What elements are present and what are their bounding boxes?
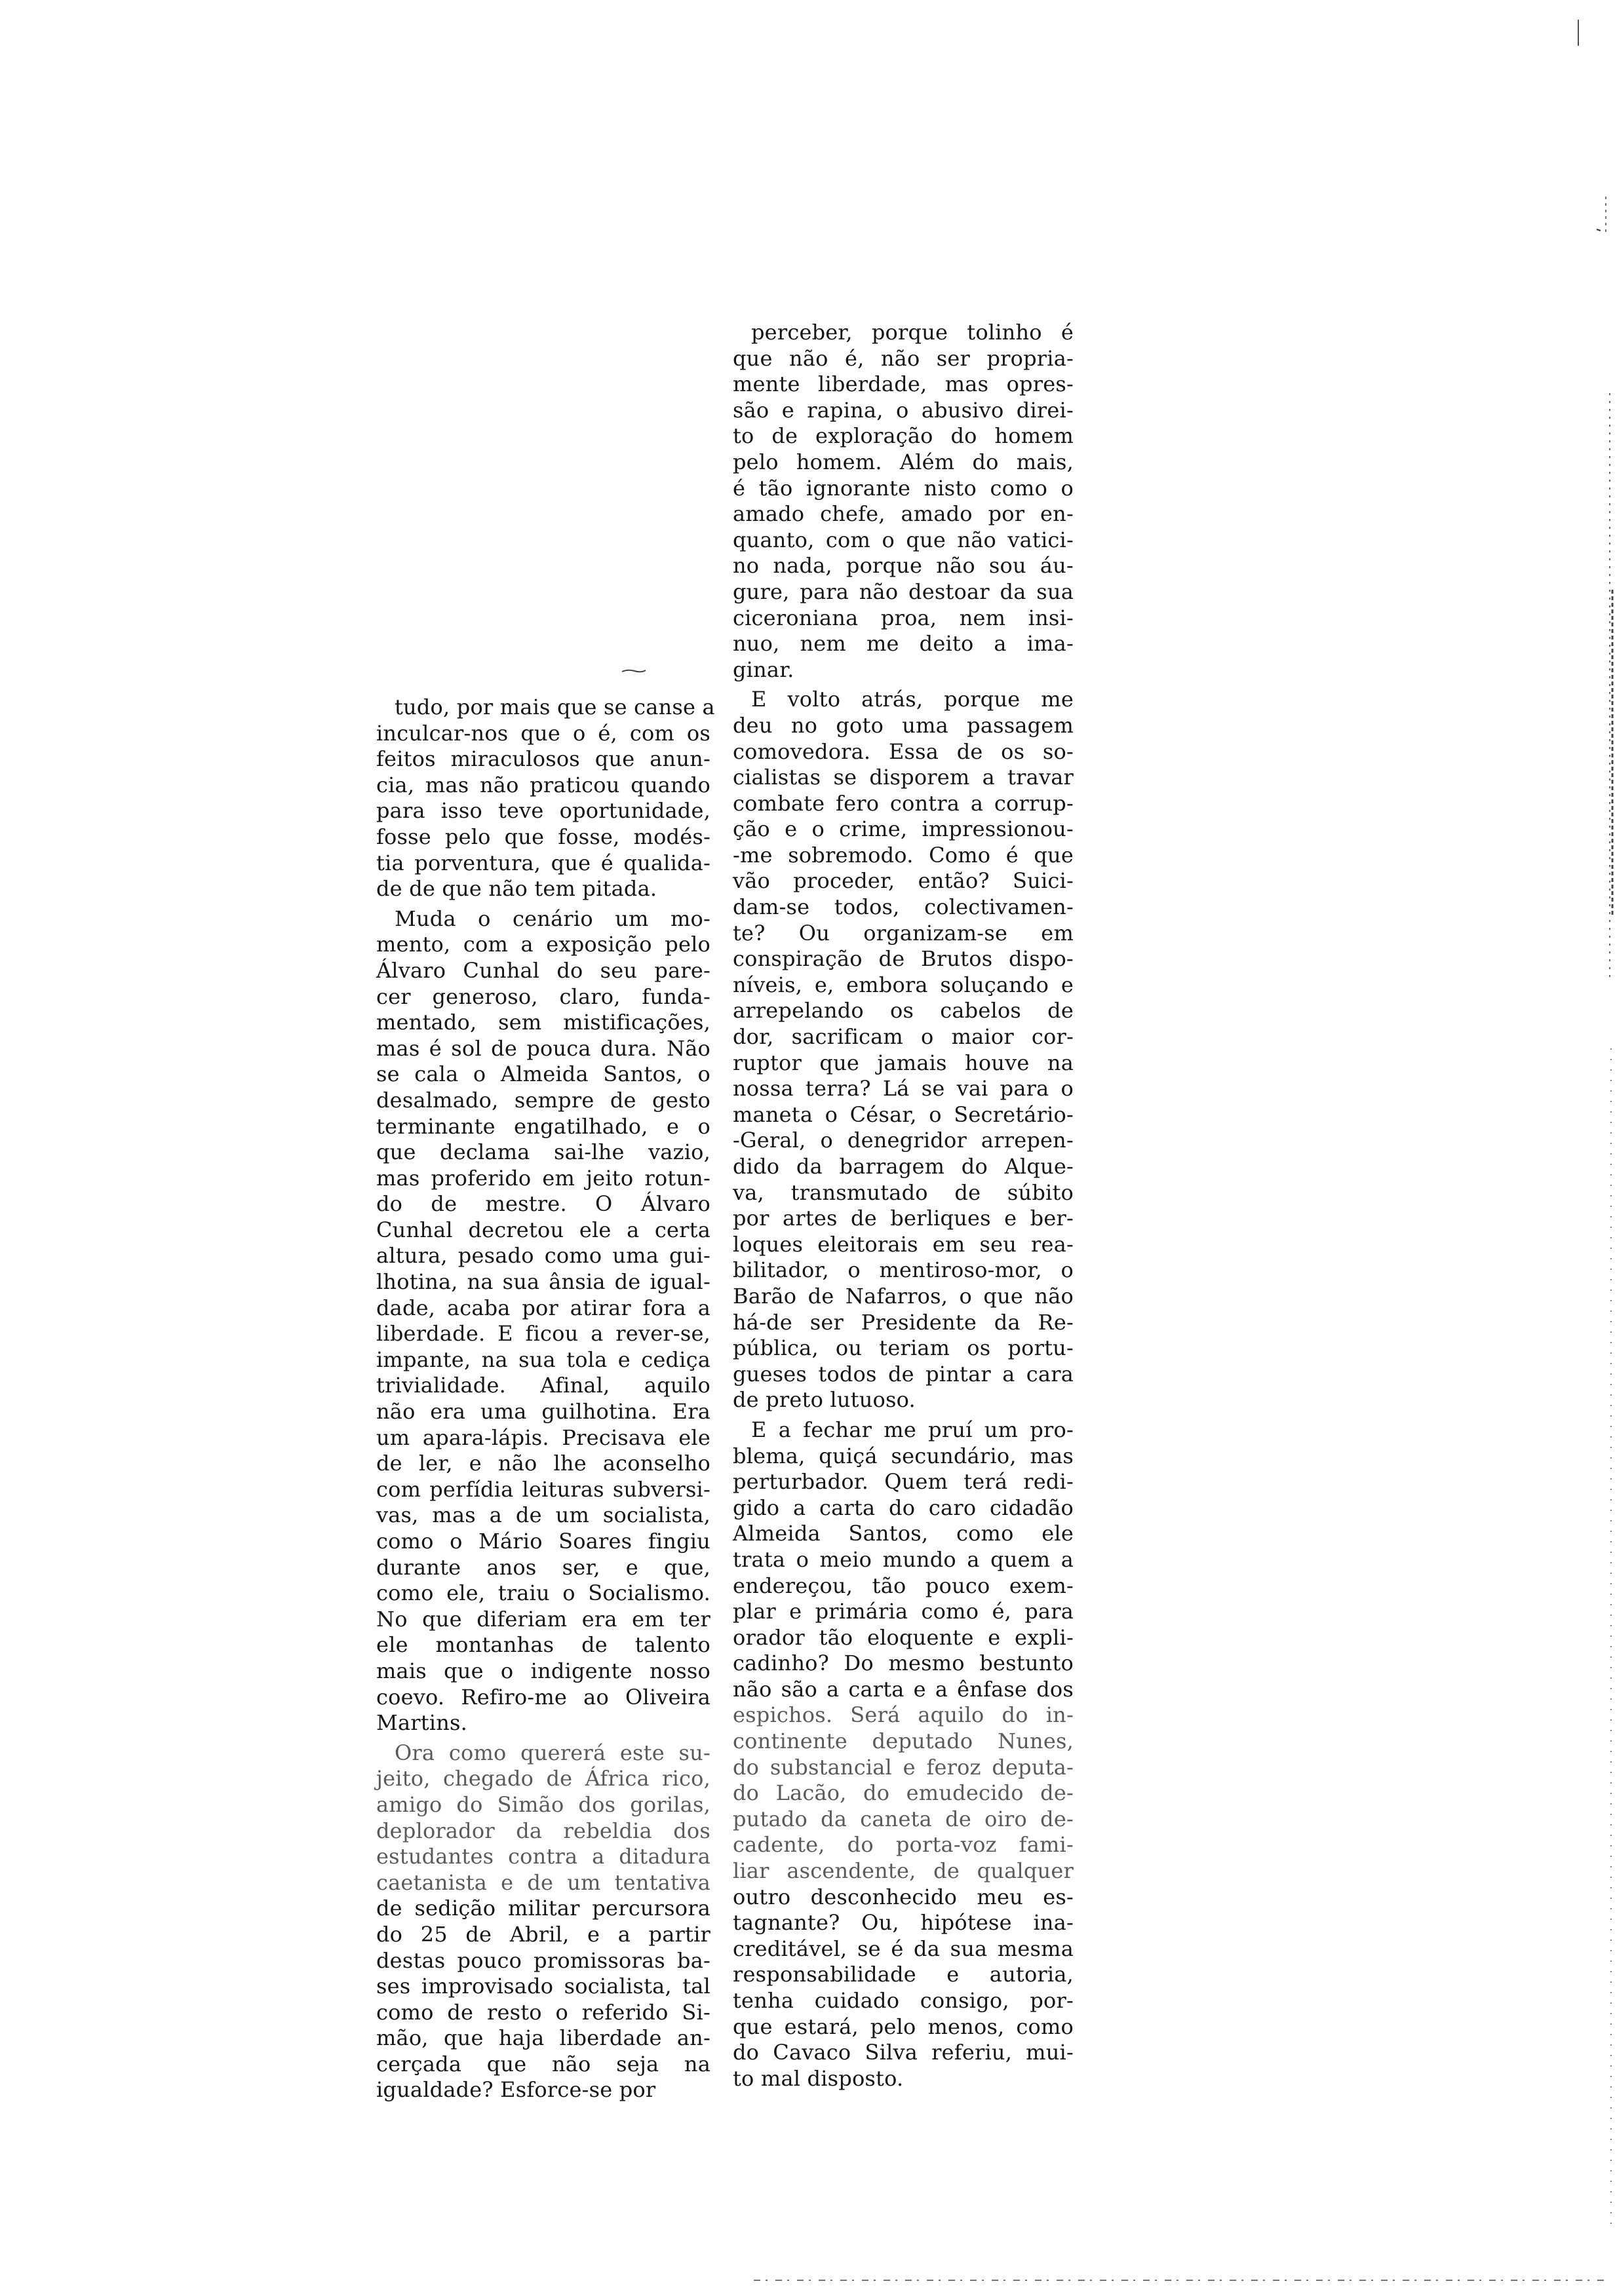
- text-line: jeito, chegado de África rico,: [376, 1766, 710, 1791]
- text-line: pública, ou teriam os portu-: [733, 1335, 1074, 1361]
- text-line: perturbador. Quem terá redi-: [733, 1469, 1074, 1495]
- article-paragraph: [733, 320, 1074, 683]
- text-line: tudo, por mais que se canse a: [395, 695, 715, 719]
- text-line: que declama sai-lhe vazio,: [376, 1139, 710, 1165]
- text-line: durante anos ser, e que,: [376, 1554, 710, 1580]
- text-line: creditável, se é da sua mesma: [733, 1936, 1074, 1961]
- text-line: vão proceder, então? Suici-: [733, 868, 1074, 894]
- text-line: como o Mário Soares fingiu: [376, 1529, 710, 1554]
- text-line: perceber, porque tolinho é: [751, 320, 1074, 345]
- article-paragraph: [376, 1740, 710, 2103]
- text-line: são e rapina, o abusivo direi-: [733, 397, 1074, 423]
- text-line: combate fero contra a corrup-: [733, 790, 1074, 816]
- text-line: cadinho? Do mesmo bestunto: [733, 1651, 1074, 1676]
- text-line: to mal disposto.: [733, 2065, 904, 2091]
- text-line: do Cavaco Silva referiu, mui-: [733, 2040, 1074, 2065]
- text-line: não são a carta e a ênfase dos: [733, 1676, 1074, 1702]
- text-line: por artes de berliques e ber-: [733, 1206, 1074, 1231]
- text-line: trata o meio mundo a quem a: [733, 1546, 1074, 1572]
- text-line: bilitador, o mentiroso-mor, o: [733, 1257, 1074, 1283]
- text-line: para isso teve oportunidade,: [376, 798, 710, 824]
- text-line: putado da caneta de oiro de-: [733, 1806, 1074, 1831]
- text-line: gueses todos de pintar a cara: [733, 1361, 1074, 1387]
- text-line: terminante engatilhado, e o: [376, 1113, 710, 1139]
- text-line: um apara-lápis. Precisava ele: [376, 1425, 710, 1450]
- text-line: lhotina, na sua ânsia de igual-: [376, 1269, 710, 1295]
- text-line: ciceroniana proa, nem insi-: [733, 605, 1074, 630]
- text-line: cadente, do porta-voz fami-: [733, 1832, 1074, 1858]
- text-line: gure, para não destoar da sua: [733, 579, 1074, 604]
- text-line: Cunhal decretou ele a certa: [376, 1217, 710, 1242]
- text-line: destas pouco promissoras ba-: [376, 1947, 710, 1973]
- text-line: -Geral, o denegridor arrepen-: [733, 1128, 1074, 1153]
- text-line: feitos miraculosos que anun-: [376, 746, 710, 772]
- text-line: fosse pelo que fosse, modés-: [376, 824, 710, 849]
- text-line: estudantes contra a ditadura: [376, 1844, 710, 1869]
- text-line: orador tão eloquente e expli-: [733, 1624, 1074, 1650]
- text-line: plar e primária como é, para: [733, 1599, 1074, 1624]
- text-line: dade, acaba por atirar fora a: [376, 1295, 710, 1320]
- text-line: do substancial e feroz deputa-: [733, 1754, 1074, 1780]
- text-line: liberdade. E ficou a rever-se,: [376, 1321, 710, 1347]
- text-line: mais que o indigente nosso: [376, 1658, 710, 1683]
- text-line: tia porventura, que é qualida-: [376, 850, 710, 875]
- text-line: cerçada que não seja na: [376, 2051, 710, 2076]
- text-line: deu no goto uma passagem: [733, 712, 1074, 738]
- text-line: se cala o Almeida Santos, o: [376, 1062, 710, 1087]
- text-line: Ora como quererá este su-: [395, 1740, 710, 1765]
- text-line: -me sobremodo. Como é que: [733, 842, 1074, 868]
- text-line: outro desconhecido meu es-: [733, 1884, 1074, 1909]
- text-line: E a fechar me pruí um pro-: [751, 1417, 1074, 1442]
- text-line: mas é sol de pouca dura. Não: [376, 1035, 710, 1061]
- text-line: Almeida Santos, como ele: [733, 1521, 1074, 1546]
- text-line: cer generoso, claro, funda-: [376, 984, 710, 1009]
- text-line: níveis, e, embora soluçando e: [733, 972, 1074, 997]
- text-line: de de que não tem pitada.: [376, 876, 657, 902]
- text-line: gido a carta do caro cidadão: [733, 1495, 1074, 1520]
- text-line: dam-se todos, colectivamen-: [733, 894, 1074, 920]
- text-line: não era uma guilhotina. Era: [376, 1399, 710, 1425]
- text-line: blema, quiçá secundário, mas: [733, 1443, 1074, 1468]
- text-line: do de mestre. O Álvaro: [376, 1191, 710, 1217]
- text-line: mente liberdade, mas opres-: [733, 372, 1074, 397]
- text-line: ginar.: [733, 657, 794, 682]
- text-line: cialistas se disporem a travar: [733, 765, 1074, 790]
- text-line: conspiração de Brutos dispo-: [733, 946, 1074, 972]
- text-line: tenha cuidado consigo, por-: [733, 1988, 1074, 2013]
- text-line: No que diferiam era em ter: [376, 1606, 710, 1632]
- scan-edge-noise: [1560, 0, 1615, 2296]
- text-line: como ele, traiu o Socialismo.: [376, 1580, 710, 1606]
- text-line: mão, que haja liberdade an-: [376, 2025, 710, 2051]
- text-line: responsabilidade e autoria,: [733, 1962, 1074, 1987]
- text-line: de ler, e não lhe aconselho: [376, 1451, 710, 1476]
- text-line: ção e o crime, impressionou-: [733, 816, 1074, 842]
- text-line: maneta o César, o Secretário-: [733, 1101, 1074, 1127]
- text-line: mento, com a exposição pelo: [376, 932, 710, 957]
- text-line: deplorador da rebeldia dos: [376, 1818, 710, 1843]
- text-line: de preto lutuoso.: [733, 1387, 916, 1413]
- text-line: do 25 de Abril, e a partir: [376, 1921, 710, 1947]
- text-line: Muda o cenário um mo-: [395, 906, 710, 931]
- text-line: impante, na sua tola e cediça: [376, 1347, 710, 1372]
- text-line: caetanista e de um tentativa: [376, 1869, 710, 1895]
- text-line: inculcar-nos que o é, com os: [376, 720, 710, 746]
- text-line: to de exploração do homem: [733, 423, 1074, 449]
- text-line: é tão ignorante nisto como o: [733, 475, 1074, 501]
- text-line: Martins.: [376, 1710, 468, 1736]
- text-line: amado chefe, amado por en-: [733, 501, 1074, 527]
- text-line: igualdade? Esforce-se por: [376, 2077, 656, 2103]
- text-line: que não é, não ser propria-: [733, 345, 1074, 371]
- text-line: ses improvisado socialista, tal: [376, 1974, 710, 1999]
- text-line: amigo do Simão dos gorilas,: [376, 1791, 710, 1817]
- text-line: va, transmutado de súbito: [733, 1179, 1074, 1205]
- text-line: te? Ou organizam-se em: [733, 920, 1074, 946]
- ink-mark: [621, 668, 646, 674]
- text-line: nuo, nem me deito a ima-: [733, 631, 1074, 657]
- text-line: liar ascendente, de qualquer: [733, 1858, 1074, 1884]
- text-line: no nada, porque não sou áu-: [733, 553, 1074, 579]
- text-line: vas, mas a de um socialista,: [376, 1502, 710, 1528]
- text-line: coevo. Refiro-me ao Oliveira: [376, 1684, 710, 1710]
- text-line: mentado, sem mistificações,: [376, 1010, 710, 1035]
- text-line: altura, pesado como uma gui-: [376, 1243, 710, 1269]
- text-line: trivialidade. Afinal, aquilo: [376, 1373, 710, 1398]
- text-line: dor, sacrificam o maior cor-: [733, 1024, 1074, 1050]
- text-line: cia, mas não praticou quando: [376, 772, 710, 797]
- text-line: há-de ser Presidente da Re-: [733, 1309, 1074, 1335]
- text-line: ele montanhas de talento: [376, 1632, 710, 1658]
- article-paragraph: [376, 695, 715, 902]
- text-line: quanto, com o que não vatici-: [733, 527, 1074, 552]
- text-line: continente deputado Nunes,: [733, 1729, 1074, 1754]
- text-line: como de resto o referido Si-: [376, 1999, 710, 2025]
- text-line: Álvaro Cunhal do seu pare-: [376, 957, 710, 983]
- article-paragraph: [376, 906, 710, 1736]
- article-paragraph: [733, 687, 1074, 1413]
- text-line: tagnante? Ou, hipótese ina-: [733, 1910, 1074, 1936]
- article-left-column: [376, 695, 715, 2103]
- text-line: endereçou, tão pouco exem-: [733, 1573, 1074, 1598]
- text-line: nossa terra? Lá se vai para o: [733, 1076, 1074, 1101]
- article-right-column: [733, 320, 1074, 2092]
- text-line: E volto atrás, porque me: [751, 687, 1074, 712]
- text-line: espichos. Será aquilo do in-: [733, 1702, 1074, 1728]
- text-line: dido da barragem do Alque-: [733, 1154, 1074, 1179]
- text-line: desalmado, sempre de gesto: [376, 1087, 710, 1113]
- scan-bottom-noise: [754, 2274, 1606, 2287]
- text-line: com perfídia leituras subversi-: [376, 1476, 710, 1502]
- article-paragraph: [733, 1417, 1074, 2092]
- text-line: loques eleitorais em seu rea-: [733, 1231, 1074, 1257]
- text-line: ruptor que jamais houve na: [733, 1050, 1074, 1075]
- text-line: que estará, pelo menos, como: [733, 2014, 1074, 2039]
- text-line: do Lacão, do emudecido de-: [733, 1780, 1074, 1806]
- text-line: comovedora. Essa de os so-: [733, 738, 1074, 764]
- text-line: Barão de Nafarros, o que não: [733, 1283, 1074, 1309]
- text-line: de sedição militar percursora: [376, 1896, 710, 1921]
- text-line: mas proferido em jeito rotun-: [376, 1165, 710, 1191]
- text-line: arrepelando os cabelos de: [733, 998, 1074, 1024]
- text-line: pelo homem. Além do mais,: [733, 449, 1074, 474]
